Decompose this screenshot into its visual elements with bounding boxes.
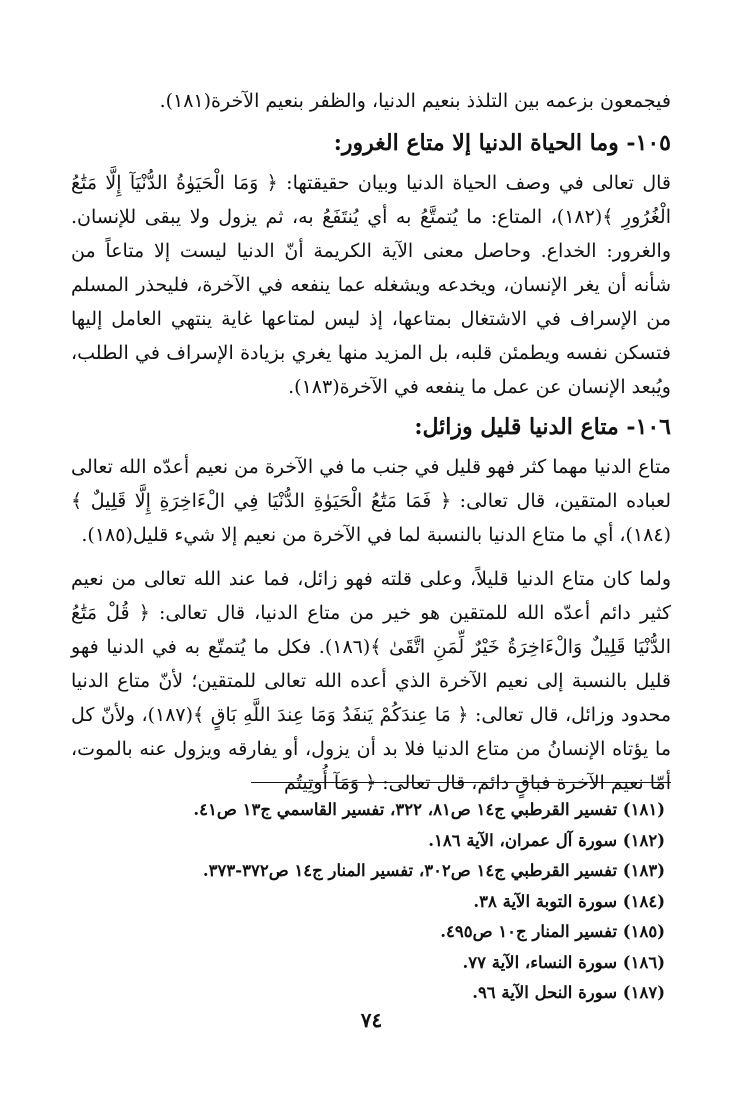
footnotes [75,795,665,1009]
section-106-paragraph-2: ولما كان متاع الدنيا قليلاً، وعلى قلته فهو زائل، فما عند الله تعالى من نعيم كثير دائم أعدّه الله للمتقين هو خير من متاع الدنيا، قال تعالى: ﴿ قُلْ مَتَٰعُ الدُّنْيَا قَلِيلٌ وَالْءَاخِرَةُ خَيْرٌ لِّمَنِ اتَّقَىٰ ﴾(١٨٦). فكل ما يُتمتّع به في الدنيا فهو قليل بالنسبة إلى نعيم الآخرة الذي أعده الله تعالى للمتقين؛ لأنّ متاع الدنيا محدود وزائل، قال تعالى: ﴿ مَا عِندَكُمْ يَنفَدُ وَمَا عِندَ اللَّهِ بَاقٍ ﴾(١٨٧)، ولأنّ كل ما يؤتاه الإنسانُ من متاع الدنيا فلا بد أن يزول، أو يفارقه ويزول عنه بالموت، أمّا نعيم الآخرة فباقٍ دائم، قال تعالى: ﴿ وَمَآ أُوتِيتُم [71,568,671,794]
section-105-paragraph: قال تعالى في وصف الحياة الدنيا وبيان حقيقتها: ﴿ وَمَا الْحَيَوٰةُ الدُّنْيَآ إِلَّا مَتَٰعُ الْغُرُورِ ﴾(١٨٢)، المتاع: ما يُتمتَّعُ به أي يُنتَفَعُ به، ثم يزول ولا يبقى للإنسان. والغرور: الخداع. وحاصل معنى الآية الكريمة أنّ الدنيا ليست إلا متاعاً من شأنه أن يغر الإنسان، ويخدعه ويشغله عما ينفعه في الآخرة، فليحذر المسلم من الإسراف في الاشتغال بمتاعها، إذ ليس لمتاعها غاية ينتهي العامل إليها فتسكن نفسه ويطمئن قلبه، بل المزيد منها يغري بزيادة الإسراف في الطلب، ويُبعد الإنسان عن عمل ما ينفعه في الآخرة(١٨٣). [71,172,672,398]
footnote-184: (١٨٤) سورة التوبة الآية ٣٨. [473,891,665,911]
footnote-187: (١٨٧) سورة النحل الآية ٩٦. [472,983,665,1002]
footnote-185: (١٨٥) تفسير المنار ج١٠ ص٤٩٥. [440,922,665,941]
footnote-183: (١٨٣) تفسير القرطبي ج١٤ ص٣٠٢، تفسير المنار ج١٤ ص٣٧٢-٣٧٣. [202,861,665,880]
section-105-heading: ١٠٥- وما الحياة الدنيا إلا متاع الغرور: [333,130,671,156]
footnote-182: (١٨٢) سورة آل عمران، الآية ١٨٦. [428,830,665,850]
page-number: ٧٤ [360,1008,383,1032]
page-body [71,84,671,800]
intro-line: فيجمعون بزعمه بين التلذذ بنعيم الدنيا، والظفر بنعيم الآخرة(١٨١). [159,90,671,112]
section-106-paragraph-1: متاع الدنيا مهما كثر فهو قليل في جنب ما في الآخرة من نعيم أعدّه الله تعالى لعباده المتقين، قال تعالى: ﴿ فَمَا مَتَٰعُ الْحَيَوٰةِ الدُّنْيَا فِي الْءَاخِرَةِ إِلَّا قَلِيلٌ ﴾(١٨٤)، أي ما متاع الدنيا بالنسبة لما في الآخرة من نعيم إلا شيء قليل(١٨٥). [71,456,671,546]
footnote-186: (١٨٦) سورة النساء، الآية ٧٧. [462,952,665,972]
footnote-181: (١٨١) تفسير القرطبي ج١٤ ص٨١، ٣٢٢، تفسير القاسمي ج١٣ ص٤١. [193,800,665,819]
footnote-divider [251,782,671,783]
section-106-heading: ١٠٦- متاع الدنيا قليل وزائل: [414,414,671,440]
